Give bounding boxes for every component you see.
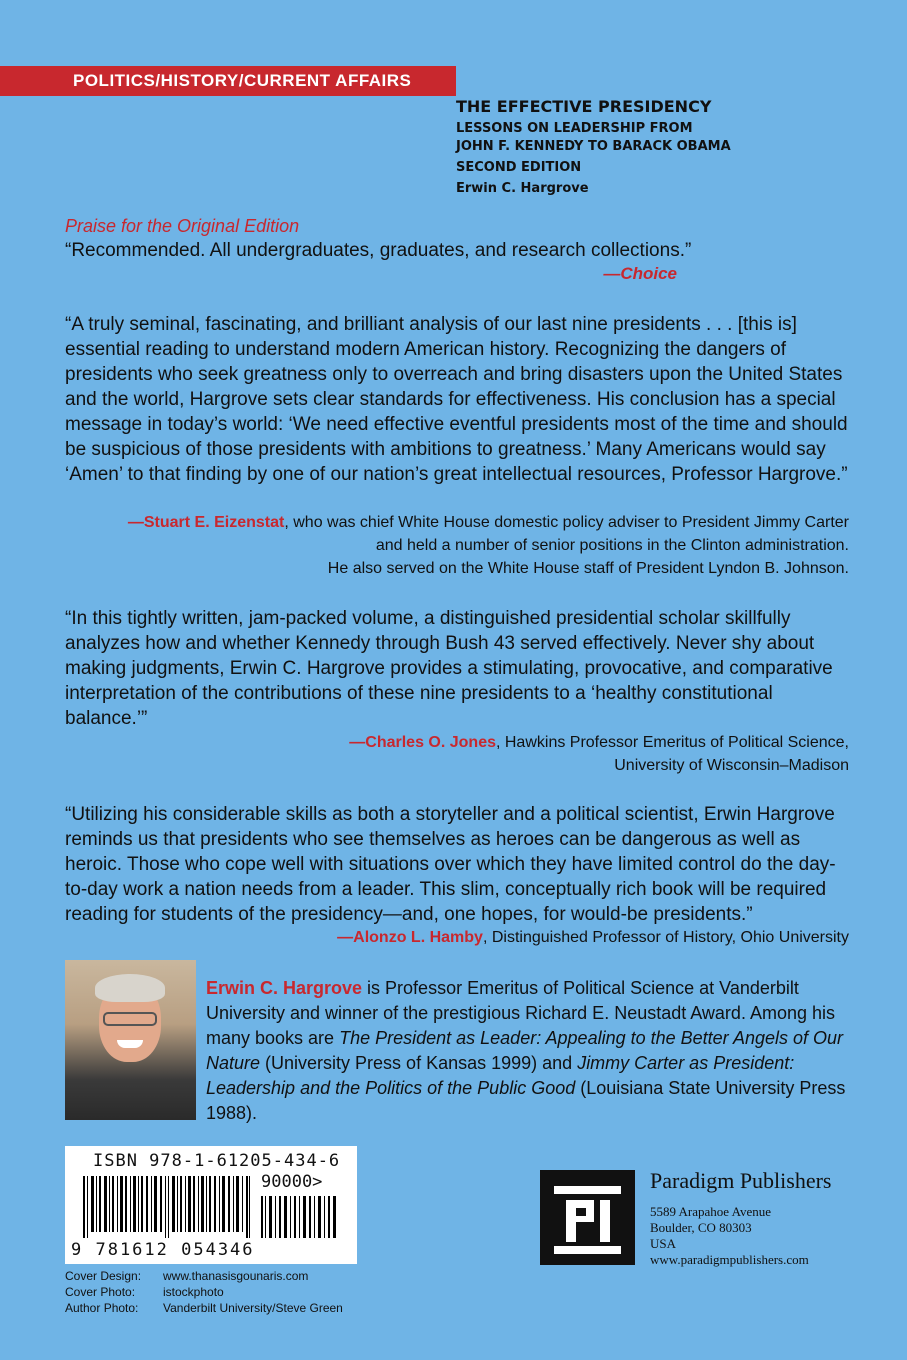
credit-label: Cover Photo:: [65, 1285, 136, 1299]
publisher-address-1: 5589 Arapahoe Avenue: [650, 1204, 772, 1219]
attribution-hamby: [337, 926, 849, 949]
dash: —: [337, 929, 354, 946]
bio-text: is Professor Emeritus of Political Science at Vanderbilt University and winner of the prestigious Richard E. Neustadt Award. Among his many books are: [206, 978, 835, 1048]
credit-row: [65, 1284, 343, 1300]
attribution-eizenstat: [128, 511, 849, 580]
book-edition: SECOND EDITION: [456, 160, 582, 175]
publisher-info: [650, 1168, 832, 1268]
credit-value: istockphoto: [163, 1285, 224, 1299]
attribution-affil: and held a number of senior positions in the Clinton administration.: [375, 537, 849, 554]
quote-eizenstat: “A truly seminal, fascinating, and brilliant analysis of our last nine presidents . . . [this is] essential reading to understand modern American history. Recognizing the dangers of presidents who seek greatness only to overreach and bring disasters upon the United States and the world, Hargrove sets clear standards for effectiveness. His conclusion has a special message in today’s world: ‘We need effective eventful presidents most of the time and should be suspicious of those presidents with ambitions to greatness.’ Many Americans would say ‘Amen’ to that finding by one of our nation’s great intellectual resources, Professor Hargrove.”: [65, 314, 848, 485]
publisher-country: USA: [650, 1236, 677, 1251]
barcode-number: 9 781612 054346: [71, 1240, 255, 1260]
credit-label: Author Photo:: [65, 1301, 139, 1315]
dash: —: [127, 514, 144, 531]
category-banner: [0, 66, 456, 96]
bio-text: (Louisiana State University Press 1988).: [206, 1078, 846, 1123]
attribution-affil: University of Wisconsin–Madison: [614, 757, 849, 774]
category-label: POLITICS/HISTORY/CURRENT AFFAIRS: [73, 71, 412, 90]
title-block: [456, 97, 731, 196]
book-subtitle-1: LESSONS ON LEADERSHIP FROM: [456, 121, 693, 136]
smile-icon: [117, 1040, 143, 1048]
isbn-barcode: [65, 1146, 357, 1264]
quote-jones: “In this tightly written, jam-packed volume, a distinguished presidential scholar skillfully analyzes how and whether Kennedy through Bush 43 served effectively. Never shy about making judgments, Erwin C. Hargrove provides a stimulating, provocative, and comparative interpretation of the contributions of these nine presidents to a ‘healthy constitutional balance.’”: [65, 608, 833, 729]
author-bio: [206, 976, 846, 1126]
credits: [65, 1268, 343, 1316]
credit-label: Cover Design:: [65, 1269, 142, 1283]
attribution-name: Charles O. Jones: [365, 734, 496, 751]
publisher-logo-icon: [540, 1170, 635, 1265]
attribution-affil: , Hawkins Professor Emeritus of Political Science,: [495, 734, 849, 751]
dash: —: [349, 734, 366, 751]
bio-book-title: Jimmy Carter as President: Leadership and the Politics of the Public Good: [206, 1053, 795, 1098]
publisher-name: Paradigm Publishers: [650, 1168, 832, 1193]
quote-choice-source: [603, 262, 677, 286]
author-hair: [95, 974, 165, 1002]
glasses-icon: [103, 1012, 157, 1026]
credit-value: www.thanasisgounaris.com: [163, 1269, 309, 1283]
publisher-address-2: Boulder, CO 80303: [650, 1220, 752, 1235]
bio-book-title: The President as Leader: Appealing to the Better Angels of Our Nature: [206, 1028, 844, 1073]
attribution-name: Alonzo L. Hamby: [353, 929, 483, 946]
source-choice: —Choice: [603, 264, 677, 283]
credit-value: Vanderbilt University/Steve Green: [163, 1301, 343, 1315]
quote-hamby: “Utilizing his considerable skills as both a storyteller and a political scientist, Erwin Hargrove reminds us that presidents who see themselves as heroes can be dangerous as well as heroic. Those who cope well with situations over which they have limited control do the day-to-day work a nation needs from a leader. This slim, conceptually rich book will be required reading for students of the presidency—and, one hopes, for would-be presidents.”: [65, 804, 836, 925]
attribution-affil: He also served on the White House staff of President Lyndon B. Johnson.: [327, 560, 849, 577]
isbn-label: ISBN 978-1-61205-434-6: [93, 1151, 341, 1171]
book-author: Erwin C. Hargrove: [456, 181, 589, 196]
attribution-affil: , Distinguished Professor of History, Ohio University: [482, 929, 849, 946]
author-photo: [65, 960, 196, 1120]
bio-text: (University Press of Kansas 1999) and: [260, 1053, 578, 1073]
isbn-addon: 90000>: [261, 1172, 323, 1192]
book-subtitle-2: JOHN F. KENNEDY TO BARACK OBAMA: [456, 139, 731, 154]
bio-name: Erwin C. Hargrove: [206, 978, 363, 998]
quote-choice: “Recommended. All undergraduates, graduates, and research collections.”: [65, 240, 692, 261]
attribution-jones: [349, 731, 849, 777]
barcode-icon: [83, 1176, 251, 1238]
book-title: THE EFFECTIVE PRESIDENCY: [456, 97, 712, 116]
credit-row: [65, 1268, 343, 1284]
praise-heading: Praise for the Original Edition: [65, 216, 300, 236]
attribution-affil: , who was chief White House domestic policy adviser to President Jimmy Carter: [284, 514, 849, 531]
credit-row: [65, 1300, 343, 1316]
addon-barcode-icon: [261, 1196, 339, 1238]
publisher-website: www.paradigmpublishers.com: [650, 1252, 809, 1267]
attribution-name: Stuart E. Eizenstat: [143, 514, 285, 531]
